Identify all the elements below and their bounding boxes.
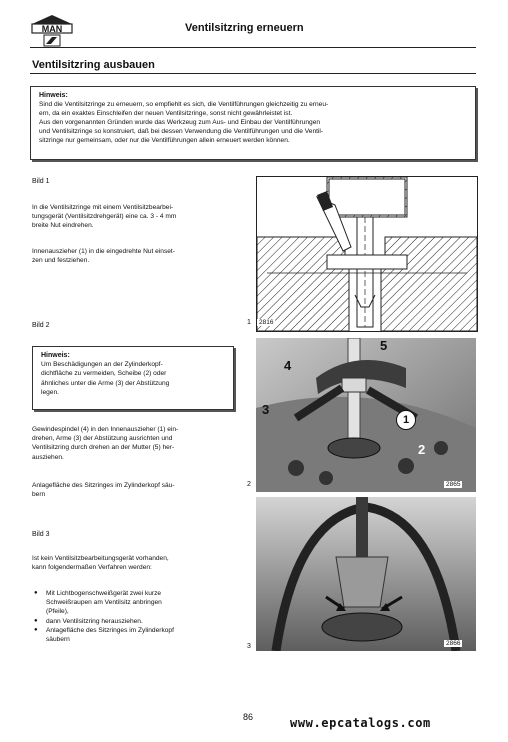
list-item [34, 617, 244, 626]
text-line: (Pfeile), [46, 608, 69, 616]
man-logo [30, 14, 74, 48]
text-line: Innenauszieher (1) in die eingedrehte Nut einset- [32, 248, 175, 255]
bild3-intro [32, 554, 232, 572]
header-divider [30, 47, 476, 48]
callout-label: 2 [418, 442, 426, 457]
text-line: ausziehen. [32, 453, 64, 461]
figure-number: 3 [247, 643, 251, 650]
bild2-paragraph [32, 481, 232, 499]
bild2-label: Bild 2 [32, 322, 50, 329]
text-line: In die Ventilsitzringe mit einem Ventilsitzbearbei- [32, 204, 174, 211]
text-line: tungsgerät (Ventilsitzdrehgerät) eine ca. 3 - 4 mm [32, 213, 177, 221]
text-line: Gewindespindel (4) in den Innenauszieher (1) ein- [32, 426, 179, 433]
hint-line: ern, da ein exaktes Einschleifen der neuen Ventilsitzringe, sonst nicht gewährleistet ist. [39, 110, 293, 117]
text-line: Anlagefläche des Sitzringes im Zylinderkopf säu- [32, 482, 175, 489]
list-item [34, 626, 244, 644]
callout-label: 5 [380, 338, 388, 353]
hint-line: Aus den vorgenannten Gründen wurde das Werkzeug zum Aus- und Einbau der Ventilführungen [39, 119, 321, 126]
text-line: kann folgendermaßen Verfahren werden: [32, 564, 152, 572]
text-line: säubern [46, 636, 70, 644]
hint-heading: Hinweis: [39, 92, 68, 99]
bild1-paragraph [32, 203, 232, 231]
figure-2-photo [256, 338, 476, 492]
bild3-bullet-list [34, 589, 244, 644]
page-title: Ventilsitzring erneuern [185, 22, 304, 34]
figure-1-drawing [256, 176, 478, 332]
section-divider [30, 73, 476, 74]
hint-box [32, 346, 234, 410]
figure-code: 2866 [446, 640, 461, 647]
callout-label: 3 [262, 402, 270, 417]
hint-line: dichtfläche zu vermeiden, Scheibe (2) oder [41, 370, 167, 378]
bild1-paragraph [32, 247, 232, 265]
hint-line: Um Beschädigungen an der Zylinderkopf- [41, 361, 163, 369]
text-line: breite Nut eindrehen. [32, 222, 94, 230]
figure-number: 1 [247, 319, 251, 326]
svg-text:MAN: MAN [41, 24, 63, 34]
figure-number: 2 [247, 481, 251, 488]
watermark: www.epcatalogs.com [290, 716, 431, 730]
hint-line: legen. [41, 388, 59, 396]
hint-box [30, 86, 476, 160]
text-line: ● Mit Lichtbogenschweißgerät zwei kurze [46, 590, 162, 597]
callout-label: 1 [396, 410, 416, 430]
text-line: ● Anlagefläche des Sitzringes im Zylinderkopf [46, 626, 174, 634]
bild2-paragraph [32, 425, 232, 462]
text-line: Ist kein Ventilsitzbearbeitungsgerät vorhanden, [32, 555, 169, 562]
callout-label: 4 [284, 358, 292, 373]
list-item [34, 589, 244, 617]
figure-code: 2865 [446, 481, 461, 488]
text-line: drehen, Arme (3) der Abstützung ausrichten und [32, 435, 173, 443]
text-line: bern [32, 491, 46, 499]
text-line: zen und festziehen. [32, 257, 90, 265]
bild1-label: Bild 1 [32, 178, 50, 185]
hint-line: sitzringe nur gemeinsam, oder nur die Ventilführungen allein erneuert werden können. [39, 137, 290, 144]
hint-heading: Hinweis: [41, 352, 70, 359]
section-title: Ventilsitzring ausbauen [32, 59, 155, 71]
page-number: 86 [243, 712, 254, 722]
hint-line: Sind die Ventilsitzringe zu erneuern, so empfiehlt es sich, die Ventilführungen gleichzeitig zu erneu- [39, 101, 329, 108]
bild3-label: Bild 3 [32, 531, 50, 538]
text-line: Ventilsitzring durch drehen an der Mutter (5) her- [32, 444, 175, 452]
hint-line: ähnliches unter die Arme (3) der Abstützung [41, 379, 170, 387]
text-line: Schweißraupen am Ventilsitz anbringen [46, 599, 162, 607]
hint-line: und Ventilsitzringe so konstruiert, daß bei dessen Verwendung die Ventilführungen und die Ventil- [39, 128, 324, 135]
figure-3-photo [256, 497, 476, 651]
text-line: ● dann Ventilsitzring herausziehen. [46, 617, 143, 625]
figure-code: 2816 [259, 319, 274, 326]
